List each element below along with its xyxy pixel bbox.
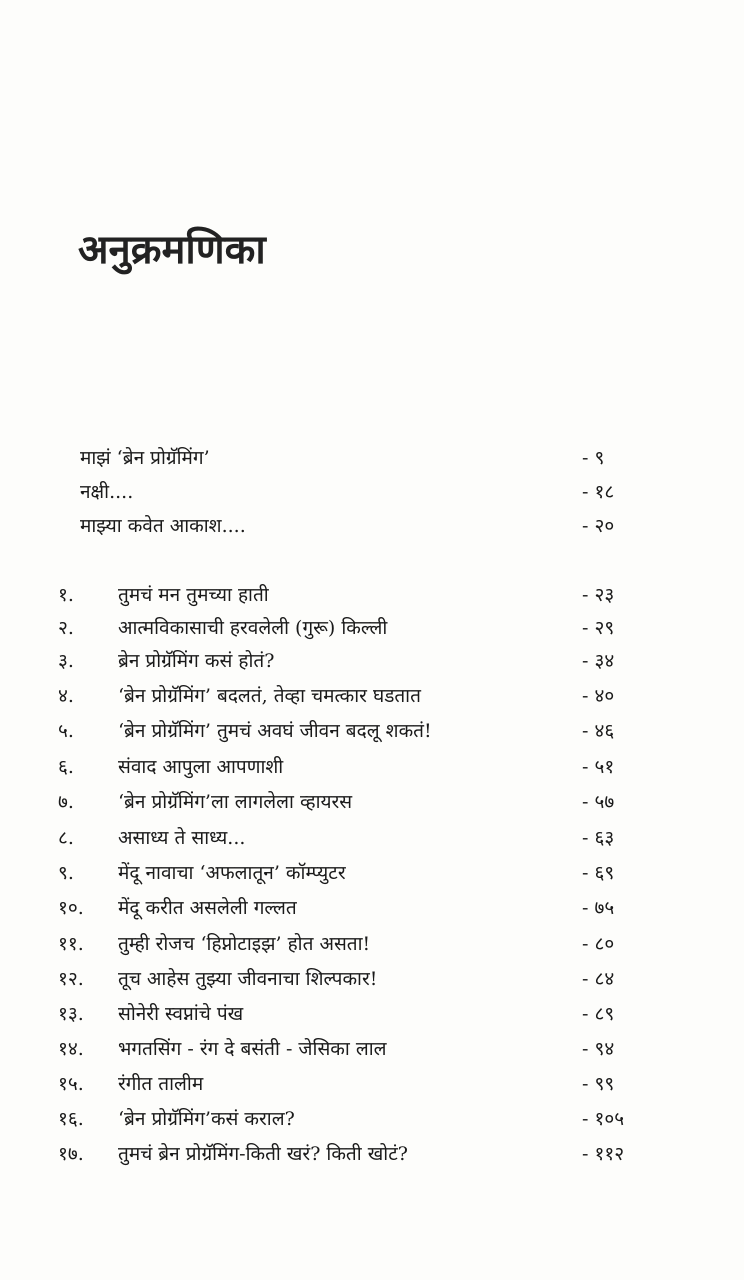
chapter-page: - १०५ — [582, 1108, 625, 1130]
toc-entry-front-3 — [0, 511, 744, 541]
toc-entry-chapter-10 — [0, 893, 744, 923]
toc-entry-chapter-15 — [0, 1069, 744, 1099]
chapter-title: ‘ब्रेन प्रोग्रॅमिंग’ बदलतं, तेव्हा चमत्कार घडतात — [118, 685, 421, 707]
toc-entry-chapter-4 — [0, 681, 744, 711]
chapter-page: - ३४ — [582, 650, 615, 672]
toc-entry-title: नक्षी.... — [80, 481, 134, 503]
toc-entry-page: - २० — [582, 515, 615, 537]
chapter-title: मेंदू करीत असलेली गल्लत — [118, 897, 297, 919]
toc-entry-chapter-17 — [0, 1139, 744, 1169]
chapter-number: ८. — [58, 827, 74, 849]
toc-entry-chapter-13 — [0, 999, 744, 1029]
chapter-number: १२. — [58, 968, 84, 990]
chapter-number: ४. — [58, 685, 74, 707]
chapter-number: ३. — [58, 650, 74, 672]
toc-entry-chapter-5 — [0, 716, 744, 746]
chapter-page: - ४६ — [582, 720, 615, 742]
chapter-page: - ७५ — [582, 897, 615, 919]
chapter-title: तुम्ही रोजच ‘हिप्नोटाइझ’ होत असता! — [118, 933, 371, 955]
chapter-number: १५. — [58, 1073, 84, 1095]
chapter-page: - ५७ — [582, 791, 615, 813]
chapter-page: - ९९ — [582, 1073, 615, 1095]
toc-entry-chapter-7 — [0, 787, 744, 817]
page-title: अनुक्रमणिका — [78, 227, 266, 273]
chapter-title: असाध्य ते साध्य... — [118, 827, 246, 849]
chapter-title: रंगीत तालीम — [118, 1073, 204, 1095]
chapter-number: ९. — [58, 862, 74, 884]
chapter-number: १०. — [58, 897, 84, 919]
chapter-page: - ४० — [582, 685, 615, 707]
toc-entry-chapter-16 — [0, 1104, 744, 1134]
chapter-title: आत्मविकासाची हरवलेली (गुरू) किल्ली — [118, 617, 388, 639]
chapter-number: १. — [58, 584, 74, 606]
toc-entry-chapter-8 — [0, 823, 744, 853]
chapter-page: - ५१ — [582, 756, 615, 778]
chapter-title: भगतसिंग - रंग दे बसंती - जेसिका लाल — [118, 1038, 387, 1060]
chapter-title: मेंदू नावाचा ‘अफलातून’ कॉम्प्युटर — [118, 862, 346, 884]
chapter-page: - ११२ — [582, 1143, 625, 1165]
toc-entry-chapter-2 — [0, 613, 744, 643]
toc-entry-chapter-1 — [0, 580, 744, 610]
chapter-page: - ९४ — [582, 1038, 615, 1060]
toc-entry-title: माझ्या कवेत आकाश.... — [80, 515, 246, 537]
chapter-page: - २३ — [582, 584, 615, 606]
toc-entry-front-1 — [0, 443, 744, 473]
toc-entry-title: माझं ‘ब्रेन प्रोग्रॅमिंग’ — [80, 447, 210, 469]
chapter-number: १७. — [58, 1143, 84, 1165]
toc-entry-chapter-12 — [0, 964, 744, 994]
chapter-page: - २९ — [582, 617, 615, 639]
chapter-page: - ८४ — [582, 968, 615, 990]
chapter-page: - ८० — [582, 933, 615, 955]
toc-entry-chapter-9 — [0, 858, 744, 888]
chapter-title: तुमचं मन तुमच्या हाती — [118, 584, 269, 606]
chapter-title: ब्रेन प्रोग्रॅमिंग कसं होतं? — [118, 650, 275, 672]
chapter-title: ‘ब्रेन प्रोग्रॅमिंग’ तुमचं अवघं जीवन बदलू शकतं! — [118, 720, 432, 742]
chapter-number: १६. — [58, 1108, 84, 1130]
chapter-number: १३. — [58, 1003, 84, 1025]
toc-entry-chapter-3 — [0, 646, 744, 676]
chapter-number: ११. — [58, 933, 84, 955]
chapter-page: - ८९ — [582, 1003, 615, 1025]
toc-entry-chapter-6 — [0, 752, 744, 782]
chapter-number: ७. — [58, 791, 74, 813]
chapter-title: ‘ब्रेन प्रोग्रॅमिंग’ला लागलेला व्हायरस — [118, 791, 353, 813]
toc-entry-front-2 — [0, 477, 744, 507]
toc-entry-chapter-14 — [0, 1034, 744, 1064]
chapter-page: - ६३ — [582, 827, 615, 849]
toc-entry-page: - ९ — [582, 447, 605, 469]
chapter-title: तुमचं ब्रेन प्रोग्रॅमिंग-किती खरं? किती खोटं? — [118, 1143, 408, 1165]
chapter-number: २. — [58, 617, 74, 639]
chapter-page: - ६९ — [582, 862, 615, 884]
chapter-title: संवाद आपुला आपणाशी — [118, 756, 284, 778]
toc-entry-page: - १८ — [582, 481, 615, 503]
toc-entry-chapter-11 — [0, 929, 744, 959]
chapter-title: तूच आहेस तुझ्या जीवनाचा शिल्पकार! — [118, 968, 378, 990]
chapter-title: सोनेरी स्वप्नांचे पंख — [118, 1003, 244, 1025]
chapter-number: ५. — [58, 720, 74, 742]
chapter-number: १४. — [58, 1038, 84, 1060]
chapter-number: ६. — [58, 756, 74, 778]
chapter-title: ‘ब्रेन प्रोग्रॅमिंग’कसं कराल? — [118, 1108, 295, 1130]
